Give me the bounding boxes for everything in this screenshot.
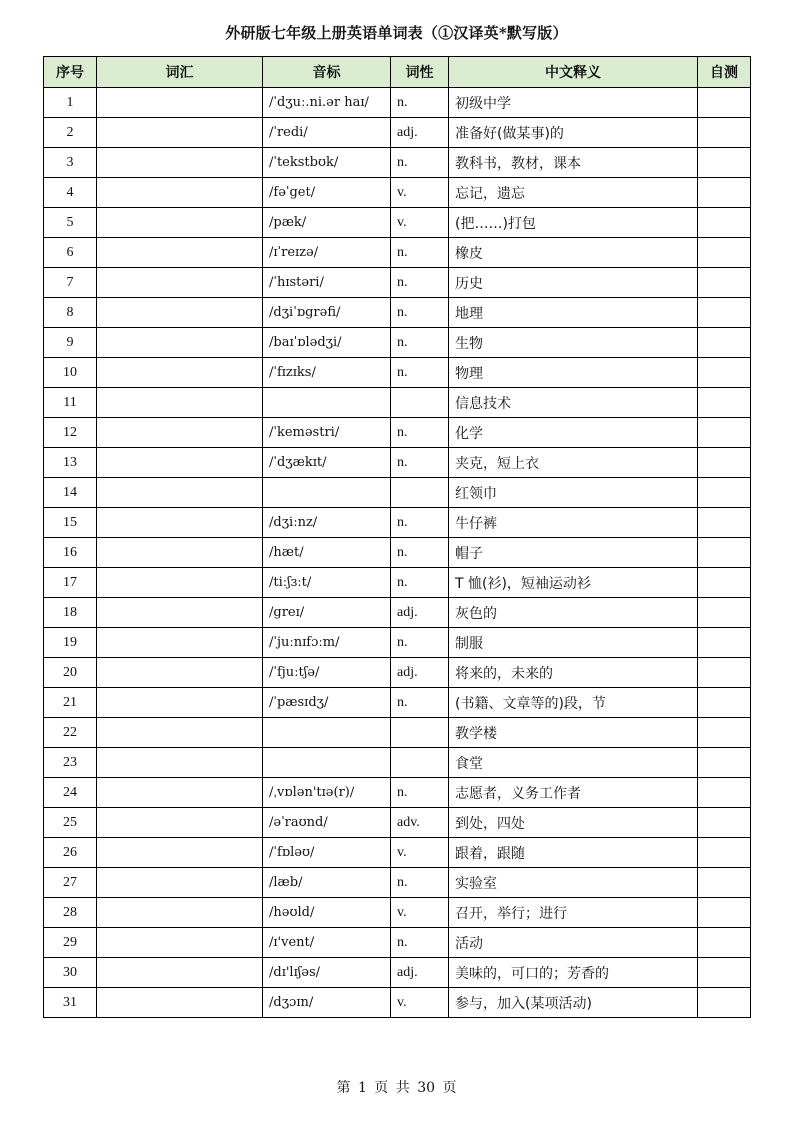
row-number-cell: 16 [44, 538, 97, 568]
phonetic-cell: /həʊld/ [263, 898, 391, 928]
self-test-cell[interactable] [698, 178, 751, 208]
word-answer-cell[interactable] [97, 88, 263, 118]
table-row [44, 418, 751, 448]
row-number-cell: 15 [44, 508, 97, 538]
self-test-cell[interactable] [698, 658, 751, 688]
chinese-meaning-cell: 灰色的 [449, 598, 698, 628]
vocabulary-table-body [44, 88, 751, 1018]
phonetic-cell: /læb/ [263, 868, 391, 898]
table-row [44, 478, 751, 508]
phonetic-cell: /greɪ/ [263, 598, 391, 628]
self-test-cell[interactable] [698, 478, 751, 508]
self-test-cell[interactable] [698, 328, 751, 358]
vocabulary-table [43, 56, 751, 1018]
chinese-meaning-cell: 牛仔裤 [449, 508, 698, 538]
self-test-cell[interactable] [698, 388, 751, 418]
chinese-meaning-cell: 教学楼 [449, 718, 698, 748]
chinese-meaning-cell: 制服 [449, 628, 698, 658]
word-answer-cell[interactable] [97, 778, 263, 808]
table-row [44, 748, 751, 778]
row-number-cell: 11 [44, 388, 97, 418]
phonetic-cell: /ˈdʒækɪt/ [263, 448, 391, 478]
word-answer-cell[interactable] [97, 538, 263, 568]
word-answer-cell[interactable] [97, 298, 263, 328]
part-of-speech-cell: adj. [391, 958, 449, 988]
word-answer-cell[interactable] [97, 658, 263, 688]
chinese-meaning-cell: 橡皮 [449, 238, 698, 268]
row-number-cell: 28 [44, 898, 97, 928]
part-of-speech-cell: adv. [391, 808, 449, 838]
word-answer-cell[interactable] [97, 838, 263, 868]
row-number-cell: 31 [44, 988, 97, 1018]
part-of-speech-cell: n. [391, 688, 449, 718]
chinese-meaning-cell: 地理 [449, 298, 698, 328]
self-test-cell[interactable] [698, 118, 751, 148]
word-answer-cell[interactable] [97, 718, 263, 748]
table-row [44, 808, 751, 838]
part-of-speech-cell: n. [391, 868, 449, 898]
word-answer-cell[interactable] [97, 928, 263, 958]
phonetic-cell: /dʒiˈɒgrəfi/ [263, 298, 391, 328]
self-test-cell[interactable] [698, 88, 751, 118]
self-test-cell[interactable] [698, 148, 751, 178]
row-number-cell: 17 [44, 568, 97, 598]
part-of-speech-cell: n. [391, 238, 449, 268]
word-answer-cell[interactable] [97, 898, 263, 928]
row-number-cell: 2 [44, 118, 97, 148]
chinese-meaning-cell: 实验室 [449, 868, 698, 898]
phonetic-cell [263, 478, 391, 508]
table-row [44, 898, 751, 928]
word-answer-cell[interactable] [97, 388, 263, 418]
part-of-speech-cell: v. [391, 178, 449, 208]
chinese-meaning-cell: (书籍、文章等的)段，节 [449, 688, 698, 718]
part-of-speech-cell [391, 748, 449, 778]
word-answer-cell[interactable] [97, 448, 263, 478]
word-answer-cell[interactable] [97, 868, 263, 898]
table-row [44, 208, 751, 238]
document-title: 外研版七年级上册英语单词表（①汉译英*默写版） [225, 24, 568, 42]
table-row [44, 358, 751, 388]
word-answer-cell[interactable] [97, 748, 263, 778]
table-row [44, 178, 751, 208]
self-test-cell[interactable] [698, 748, 751, 778]
phonetic-cell: /dɪ'lɪʃəs/ [263, 958, 391, 988]
table-row [44, 298, 751, 328]
table-row [44, 988, 751, 1018]
table-row [44, 838, 751, 868]
self-test-cell[interactable] [698, 958, 751, 988]
part-of-speech-cell: n. [391, 328, 449, 358]
chinese-meaning-cell: 化学 [449, 418, 698, 448]
table-row [44, 688, 751, 718]
phonetic-cell: /ˈkeməstri/ [263, 418, 391, 448]
self-test-cell[interactable] [698, 808, 751, 838]
row-number-cell: 22 [44, 718, 97, 748]
self-test-cell[interactable] [698, 928, 751, 958]
table-row [44, 118, 751, 148]
chinese-meaning-cell: 红领巾 [449, 478, 698, 508]
row-number-cell: 1 [44, 88, 97, 118]
part-of-speech-cell: v. [391, 208, 449, 238]
phonetic-cell: /ˈjuːnɪfɔːm/ [263, 628, 391, 658]
row-number-cell: 3 [44, 148, 97, 178]
self-test-cell[interactable] [698, 358, 751, 388]
part-of-speech-cell: v. [391, 838, 449, 868]
row-number-cell: 23 [44, 748, 97, 778]
word-answer-cell[interactable] [97, 808, 263, 838]
table-row [44, 718, 751, 748]
table-row [44, 88, 751, 118]
chinese-meaning-cell: 生物 [449, 328, 698, 358]
self-test-cell[interactable] [698, 418, 751, 448]
table-row [44, 328, 751, 358]
chinese-meaning-cell: 教科书，教材，课本 [449, 148, 698, 178]
chinese-meaning-cell: 历史 [449, 268, 698, 298]
self-test-cell[interactable] [698, 778, 751, 808]
part-of-speech-cell: adj. [391, 658, 449, 688]
part-of-speech-cell [391, 478, 449, 508]
word-answer-cell[interactable] [97, 358, 263, 388]
phonetic-cell: /ˈhɪstəri/ [263, 268, 391, 298]
part-of-speech-cell: n. [391, 928, 449, 958]
chinese-meaning-cell: 信息技术 [449, 388, 698, 418]
part-of-speech-cell: n. [391, 358, 449, 388]
chinese-meaning-cell: 将来的，未来的 [449, 658, 698, 688]
chinese-meaning-cell: (把……)打包 [449, 208, 698, 238]
header-self-test: 自测 [698, 57, 751, 88]
header-phonetic: 音标 [263, 57, 391, 88]
row-number-cell: 26 [44, 838, 97, 868]
part-of-speech-cell [391, 718, 449, 748]
part-of-speech-cell: n. [391, 448, 449, 478]
self-test-cell[interactable] [698, 538, 751, 568]
part-of-speech-cell: v. [391, 988, 449, 1018]
row-number-cell: 20 [44, 658, 97, 688]
chinese-meaning-cell: 召开，举行；进行 [449, 898, 698, 928]
table-row [44, 508, 751, 538]
chinese-meaning-cell: 忘记，遗忘 [449, 178, 698, 208]
part-of-speech-cell: n. [391, 148, 449, 178]
phonetic-cell: /ˌvɒlən'tɪə(r)/ [263, 778, 391, 808]
row-number-cell: 25 [44, 808, 97, 838]
word-answer-cell[interactable] [97, 988, 263, 1018]
part-of-speech-cell: n. [391, 88, 449, 118]
self-test-cell[interactable] [698, 568, 751, 598]
part-of-speech-cell: n. [391, 268, 449, 298]
self-test-cell[interactable] [698, 298, 751, 328]
chinese-meaning-cell: 活动 [449, 928, 698, 958]
row-number-cell: 24 [44, 778, 97, 808]
word-answer-cell[interactable] [97, 598, 263, 628]
chinese-meaning-cell: 志愿者，义务工作者 [449, 778, 698, 808]
table-row [44, 868, 751, 898]
table-header-row [44, 57, 751, 88]
phonetic-cell: /əˈraʊnd/ [263, 808, 391, 838]
chinese-meaning-cell: 到处，四处 [449, 808, 698, 838]
row-number-cell: 14 [44, 478, 97, 508]
part-of-speech-cell: n. [391, 628, 449, 658]
phonetic-cell: /ˈtekstbʊk/ [263, 148, 391, 178]
self-test-cell[interactable] [698, 238, 751, 268]
chinese-meaning-cell: 准备好(做某事)的 [449, 118, 698, 148]
row-number-cell: 19 [44, 628, 97, 658]
part-of-speech-cell: adj. [391, 598, 449, 628]
word-answer-cell[interactable] [97, 508, 263, 538]
chinese-meaning-cell: 参与，加入(某项活动) [449, 988, 698, 1018]
self-test-cell[interactable] [698, 688, 751, 718]
row-number-cell: 9 [44, 328, 97, 358]
part-of-speech-cell: n. [391, 538, 449, 568]
table-row [44, 538, 751, 568]
row-number-cell: 10 [44, 358, 97, 388]
self-test-cell[interactable] [698, 898, 751, 928]
chinese-meaning-cell: 初级中学 [449, 88, 698, 118]
word-answer-cell[interactable] [97, 118, 263, 148]
chinese-meaning-cell: 夹克，短上衣 [449, 448, 698, 478]
chinese-meaning-cell: 食堂 [449, 748, 698, 778]
header-word: 词汇 [97, 57, 263, 88]
row-number-cell: 30 [44, 958, 97, 988]
table-row [44, 928, 751, 958]
word-answer-cell[interactable] [97, 328, 263, 358]
self-test-cell[interactable] [698, 988, 751, 1018]
row-number-cell: 7 [44, 268, 97, 298]
table-row [44, 628, 751, 658]
word-answer-cell[interactable] [97, 178, 263, 208]
word-answer-cell[interactable] [97, 268, 263, 298]
part-of-speech-cell: n. [391, 508, 449, 538]
phonetic-cell: /fəˈget/ [263, 178, 391, 208]
word-answer-cell[interactable] [97, 628, 263, 658]
phonetic-cell: /ˈfjuːtʃə/ [263, 658, 391, 688]
word-answer-cell[interactable] [97, 568, 263, 598]
word-answer-cell[interactable] [97, 208, 263, 238]
part-of-speech-cell: n. [391, 298, 449, 328]
word-answer-cell[interactable] [97, 958, 263, 988]
table-row [44, 268, 751, 298]
phonetic-cell: /ˈfɪzɪks/ [263, 358, 391, 388]
chinese-meaning-cell: T 恤(衫)，短袖运动衫 [449, 568, 698, 598]
table-row [44, 658, 751, 688]
table-row [44, 148, 751, 178]
phonetic-cell [263, 748, 391, 778]
self-test-cell[interactable] [698, 838, 751, 868]
table-row [44, 238, 751, 268]
phonetic-cell: /ˈfɒləʊ/ [263, 838, 391, 868]
self-test-cell[interactable] [698, 628, 751, 658]
self-test-cell[interactable] [698, 508, 751, 538]
part-of-speech-cell: n. [391, 778, 449, 808]
word-answer-cell[interactable] [97, 418, 263, 448]
self-test-cell[interactable] [698, 868, 751, 898]
phonetic-cell: /dʒɔɪn/ [263, 988, 391, 1018]
phonetic-cell: /pæk/ [263, 208, 391, 238]
phonetic-cell: /baɪˈɒlədʒi/ [263, 328, 391, 358]
header-part-of-speech: 词性 [391, 57, 449, 88]
phonetic-cell: /dʒiːnz/ [263, 508, 391, 538]
self-test-cell[interactable] [698, 598, 751, 628]
row-number-cell: 5 [44, 208, 97, 238]
part-of-speech-cell: adj. [391, 118, 449, 148]
chinese-meaning-cell: 帽子 [449, 538, 698, 568]
row-number-cell: 12 [44, 418, 97, 448]
row-number-cell: 4 [44, 178, 97, 208]
table-row [44, 388, 751, 418]
row-number-cell: 6 [44, 238, 97, 268]
table-row [44, 598, 751, 628]
word-answer-cell[interactable] [97, 478, 263, 508]
table-row [44, 568, 751, 598]
header-chinese-meaning: 中文释义 [449, 57, 698, 88]
phonetic-cell: /ˈpæsɪdʒ/ [263, 688, 391, 718]
phonetic-cell: /ˈdʒuː.ni.ər haɪ/ [263, 88, 391, 118]
chinese-meaning-cell: 跟着，跟随 [449, 838, 698, 868]
table-row [44, 958, 751, 988]
phonetic-cell: /tiːʃɜːt/ [263, 568, 391, 598]
row-number-cell: 18 [44, 598, 97, 628]
phonetic-cell [263, 388, 391, 418]
word-answer-cell[interactable] [97, 238, 263, 268]
word-answer-cell[interactable] [97, 688, 263, 718]
part-of-speech-cell [391, 388, 449, 418]
row-number-cell: 8 [44, 298, 97, 328]
phonetic-cell [263, 718, 391, 748]
row-number-cell: 29 [44, 928, 97, 958]
part-of-speech-cell: v. [391, 898, 449, 928]
chinese-meaning-cell: 美味的，可口的；芳香的 [449, 958, 698, 988]
row-number-cell: 21 [44, 688, 97, 718]
part-of-speech-cell: n. [391, 568, 449, 598]
phonetic-cell: /ɪ'vent/ [263, 928, 391, 958]
self-test-cell[interactable] [698, 268, 751, 298]
self-test-cell[interactable] [698, 718, 751, 748]
phonetic-cell: /ɪˈreɪzə/ [263, 238, 391, 268]
table-row [44, 778, 751, 808]
row-number-cell: 27 [44, 868, 97, 898]
self-test-cell[interactable] [698, 448, 751, 478]
row-number-cell: 13 [44, 448, 97, 478]
self-test-cell[interactable] [698, 208, 751, 238]
part-of-speech-cell: n. [391, 418, 449, 448]
table-row [44, 448, 751, 478]
phonetic-cell: /hæt/ [263, 538, 391, 568]
header-number: 序号 [44, 57, 97, 88]
chinese-meaning-cell: 物理 [449, 358, 698, 388]
page-footer: 第 1 页 共 30 页 [336, 1080, 457, 1096]
phonetic-cell: /ˈredi/ [263, 118, 391, 148]
word-answer-cell[interactable] [97, 148, 263, 178]
